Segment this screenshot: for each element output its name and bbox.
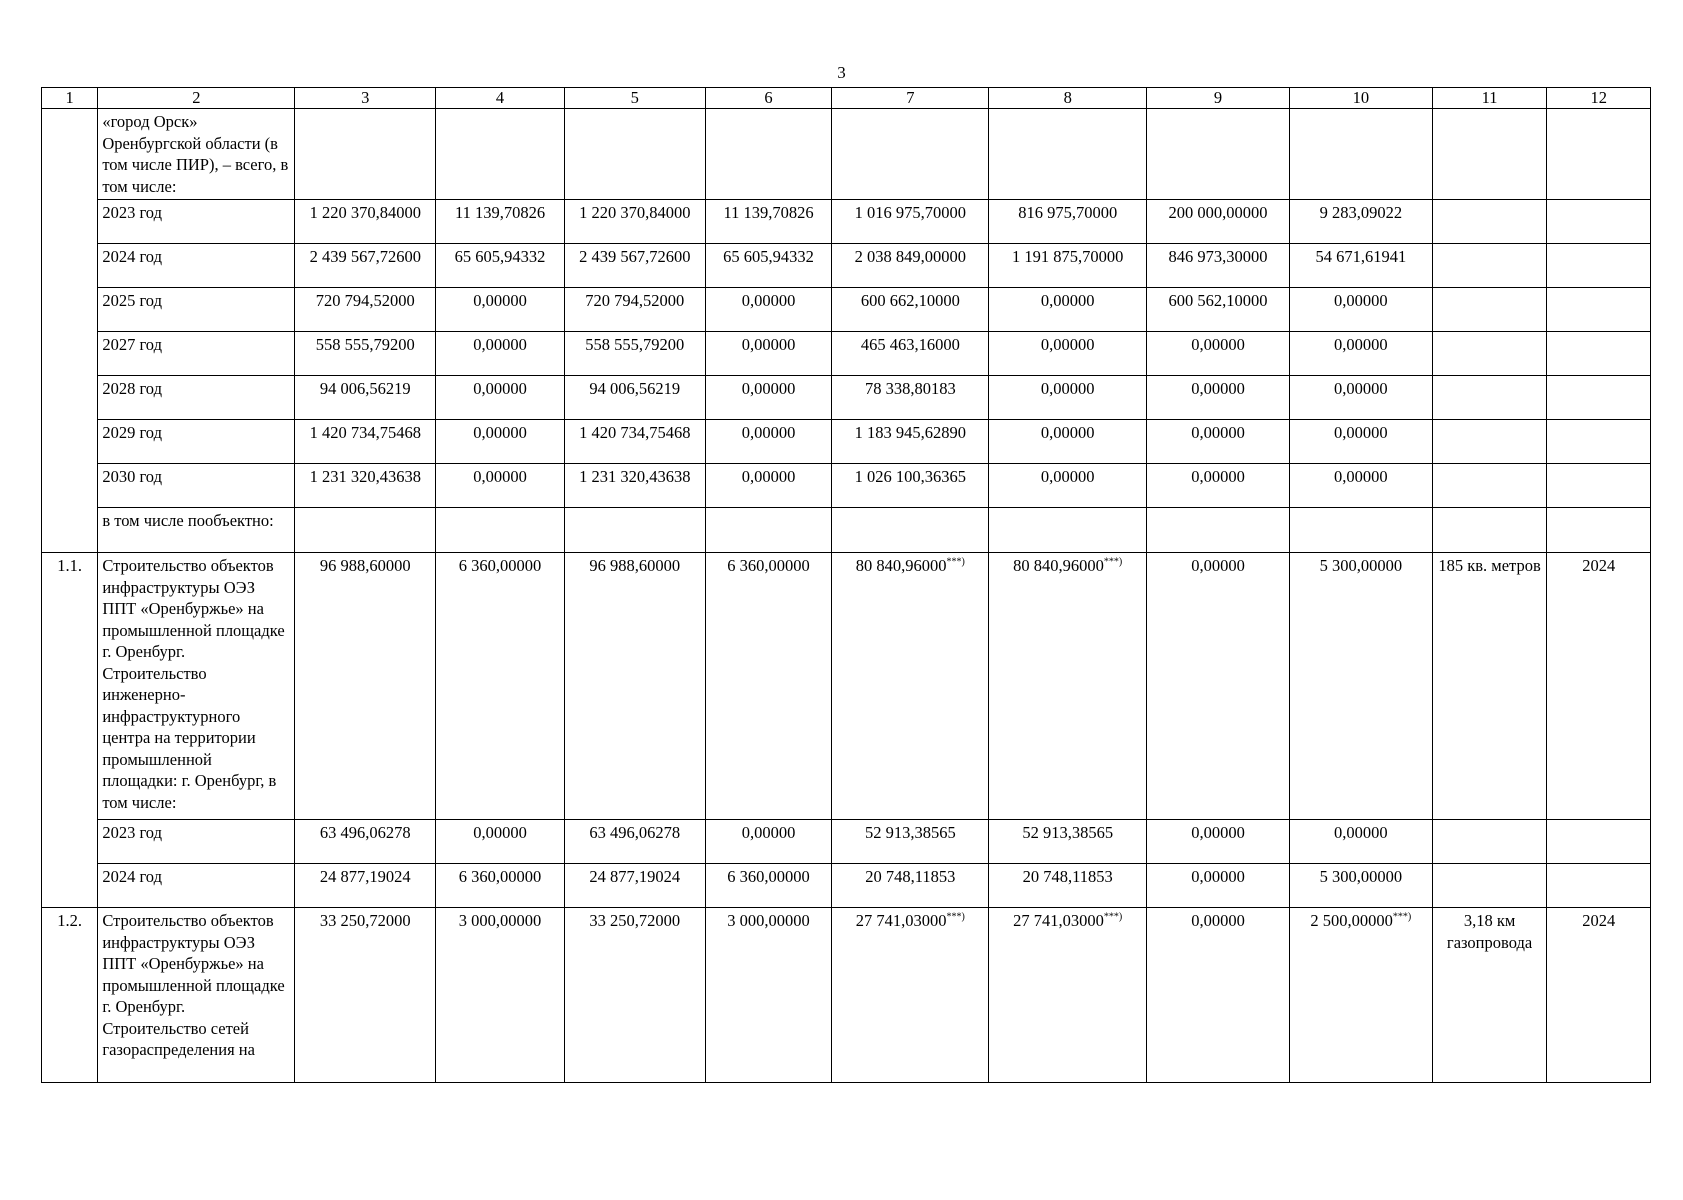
value-cell: 0,00000 xyxy=(705,820,832,864)
item-index: 1.1. xyxy=(42,553,98,908)
value-cell: 0,00000 xyxy=(1289,288,1432,332)
value-cell: 0,00000 xyxy=(436,376,565,420)
by-object-label: в том числе пообъектно: xyxy=(98,508,295,553)
value-cell: 1 191 875,70000 xyxy=(989,244,1147,288)
value-cell: 11 139,70826 xyxy=(705,200,832,244)
value-cell: 0,00000 xyxy=(1147,332,1290,376)
value-cell: 0,00000 xyxy=(436,464,565,508)
value-cell: 1 420 734,75468 xyxy=(295,420,436,464)
commission-year: 2024 xyxy=(1547,908,1651,1083)
value-cell: 5 300,00000 xyxy=(1289,553,1432,820)
value-cell: 0,00000 xyxy=(1147,908,1290,1083)
value-cell: 0,00000 xyxy=(436,420,565,464)
value-cell: 720 794,52000 xyxy=(564,288,705,332)
item-row xyxy=(42,553,1651,820)
value-cell: 0,00000 xyxy=(705,376,832,420)
column-header: 8 xyxy=(989,88,1147,109)
year-label: 2023 год xyxy=(98,820,295,864)
year-label: 2028 год xyxy=(98,376,295,420)
by-object-row xyxy=(42,508,1651,553)
year-row xyxy=(42,820,1651,864)
value-cell: 1 026 100,36365 xyxy=(832,464,989,508)
value-cell: 27 741,03000***) xyxy=(832,908,989,1083)
value-cell: 80 840,96000***) xyxy=(989,553,1147,820)
value-cell: 0,00000 xyxy=(989,420,1147,464)
value-cell: 1 183 945,62890 xyxy=(832,420,989,464)
value-cell: 52 913,38565 xyxy=(989,820,1147,864)
value-cell: 80 840,96000***) xyxy=(832,553,989,820)
value-cell: 24 877,19024 xyxy=(295,864,436,908)
value-cell: 63 496,06278 xyxy=(295,820,436,864)
value-cell: 0,00000 xyxy=(989,376,1147,420)
column-header: 10 xyxy=(1289,88,1432,109)
value-cell: 1 220 370,84000 xyxy=(295,200,436,244)
value-cell: 2 439 567,72600 xyxy=(295,244,436,288)
year-label: 2025 год xyxy=(98,288,295,332)
value-cell: 2 439 567,72600 xyxy=(564,244,705,288)
value-cell: 1 220 370,84000 xyxy=(564,200,705,244)
value-cell: 1 231 320,43638 xyxy=(564,464,705,508)
value-cell: 0,00000 xyxy=(436,820,565,864)
column-header: 7 xyxy=(832,88,989,109)
value-cell: 3 000,00000 xyxy=(705,908,832,1083)
year-row xyxy=(42,332,1651,376)
value-cell: 33 250,72000 xyxy=(564,908,705,1083)
value-cell: 0,00000 xyxy=(1147,553,1290,820)
value-cell: 6 360,00000 xyxy=(436,553,565,820)
value-cell: 54 671,61941 xyxy=(1289,244,1432,288)
column-header: 2 xyxy=(98,88,295,109)
value-cell: 6 360,00000 xyxy=(436,864,565,908)
value-cell: 0,00000 xyxy=(1147,420,1290,464)
value-cell: 0,00000 xyxy=(1147,376,1290,420)
footnote-mark: ***) xyxy=(1103,911,1123,923)
value-cell: 600 662,10000 xyxy=(832,288,989,332)
value-cell: 11 139,70826 xyxy=(436,200,565,244)
value-cell: 0,00000 xyxy=(436,288,565,332)
section-header-row xyxy=(42,109,1651,200)
value-cell: 65 605,94332 xyxy=(705,244,832,288)
value-cell: 9 283,09022 xyxy=(1289,200,1432,244)
value-cell: 20 748,11853 xyxy=(989,864,1147,908)
footnote-mark: ***) xyxy=(946,556,965,568)
year-label: 2030 год xyxy=(98,464,295,508)
column-header: 4 xyxy=(436,88,565,109)
value-cell: 2 500,00000***) xyxy=(1289,908,1432,1083)
value-cell: 558 555,79200 xyxy=(295,332,436,376)
year-row xyxy=(42,244,1651,288)
value-cell: 0,00000 xyxy=(1289,376,1432,420)
year-row xyxy=(42,376,1651,420)
value-cell: 6 360,00000 xyxy=(705,553,832,820)
section-description: «город Орск» Оренбургской области (в том числе ПИР), – всего, в том числе: xyxy=(98,109,295,200)
value-cell: 846 973,30000 xyxy=(1147,244,1290,288)
value-cell: 2 038 849,00000 xyxy=(832,244,989,288)
column-header: 9 xyxy=(1147,88,1290,109)
item-description: Строительство объектов инфраструктуры ОЭЗ ППТ «Оренбуржье» на промышленной площадке г. Оренбург. Строительство инженерно-инфраструктурного центра на территории промышленной площадки: г. Оренбург, в том числе: xyxy=(98,553,295,820)
value-cell: 0,00000 xyxy=(1147,820,1290,864)
year-row xyxy=(42,420,1651,464)
value-cell: 6 360,00000 xyxy=(705,864,832,908)
year-row xyxy=(42,288,1651,332)
value-cell: 96 988,60000 xyxy=(564,553,705,820)
column-header: 12 xyxy=(1547,88,1651,109)
year-label: 2024 год xyxy=(98,864,295,908)
value-cell: 33 250,72000 xyxy=(295,908,436,1083)
value-cell: 0,00000 xyxy=(989,332,1147,376)
year-label: 2023 год xyxy=(98,200,295,244)
value-cell: 200 000,00000 xyxy=(1147,200,1290,244)
value-cell: 96 988,60000 xyxy=(295,553,436,820)
value-cell: 816 975,70000 xyxy=(989,200,1147,244)
item-index: 1.2. xyxy=(42,908,98,1083)
value-cell: 78 338,80183 xyxy=(832,376,989,420)
budget-table xyxy=(41,87,1651,1083)
value-cell: 0,00000 xyxy=(705,288,832,332)
value-cell: 0,00000 xyxy=(1289,464,1432,508)
value-cell: 1 016 975,70000 xyxy=(832,200,989,244)
footnote-mark: ***) xyxy=(1103,556,1123,568)
capacity-cell: 185 кв. метров xyxy=(1432,553,1547,820)
value-cell: 3 000,00000 xyxy=(436,908,565,1083)
value-cell: 94 006,56219 xyxy=(564,376,705,420)
item-row xyxy=(42,908,1651,1083)
year-label: 2024 год xyxy=(98,244,295,288)
index-cell xyxy=(42,109,98,553)
value-cell: 65 605,94332 xyxy=(436,244,565,288)
page-number: 3 xyxy=(837,63,846,82)
value-cell: 0,00000 xyxy=(1147,864,1290,908)
value-cell: 0,00000 xyxy=(705,332,832,376)
column-header: 3 xyxy=(295,88,436,109)
value-cell: 0,00000 xyxy=(705,420,832,464)
commission-year: 2024 xyxy=(1547,553,1651,820)
value-cell: 720 794,52000 xyxy=(295,288,436,332)
value-cell: 600 562,10000 xyxy=(1147,288,1290,332)
value-cell: 0,00000 xyxy=(989,288,1147,332)
value-cell: 94 006,56219 xyxy=(295,376,436,420)
year-label: 2027 год xyxy=(98,332,295,376)
value-cell: 1 420 734,75468 xyxy=(564,420,705,464)
value-cell: 27 741,03000***) xyxy=(989,908,1147,1083)
value-cell: 1 231 320,43638 xyxy=(295,464,436,508)
year-row xyxy=(42,864,1651,908)
column-header: 11 xyxy=(1432,88,1547,109)
value-cell: 24 877,19024 xyxy=(564,864,705,908)
item-description: Строительство объектов инфраструктуры ОЭЗ ППТ «Оренбуржье» на промышленной площадке г. Оренбург. Строительство сетей газораспределения на xyxy=(98,908,295,1083)
value-cell: 465 463,16000 xyxy=(832,332,989,376)
footnote-mark: ***) xyxy=(946,911,965,923)
value-cell: 0,00000 xyxy=(1147,464,1290,508)
value-cell: 20 748,11853 xyxy=(832,864,989,908)
year-label: 2029 год xyxy=(98,420,295,464)
value-cell: 558 555,79200 xyxy=(564,332,705,376)
year-row xyxy=(42,464,1651,508)
value-cell: 0,00000 xyxy=(705,464,832,508)
footnote-mark: ***) xyxy=(1392,911,1412,923)
value-cell: 52 913,38565 xyxy=(832,820,989,864)
value-cell: 0,00000 xyxy=(436,332,565,376)
column-number-row xyxy=(42,88,1651,109)
value-cell: 63 496,06278 xyxy=(564,820,705,864)
value-cell: 0,00000 xyxy=(1289,820,1432,864)
capacity-cell: 3,18 км газопровода xyxy=(1432,908,1547,1083)
column-header: 6 xyxy=(705,88,832,109)
column-header: 1 xyxy=(42,88,98,109)
value-cell: 0,00000 xyxy=(989,464,1147,508)
value-cell: 5 300,00000 xyxy=(1289,864,1432,908)
column-header: 5 xyxy=(564,88,705,109)
value-cell: 0,00000 xyxy=(1289,420,1432,464)
value-cell: 0,00000 xyxy=(1289,332,1432,376)
year-row xyxy=(42,200,1651,244)
